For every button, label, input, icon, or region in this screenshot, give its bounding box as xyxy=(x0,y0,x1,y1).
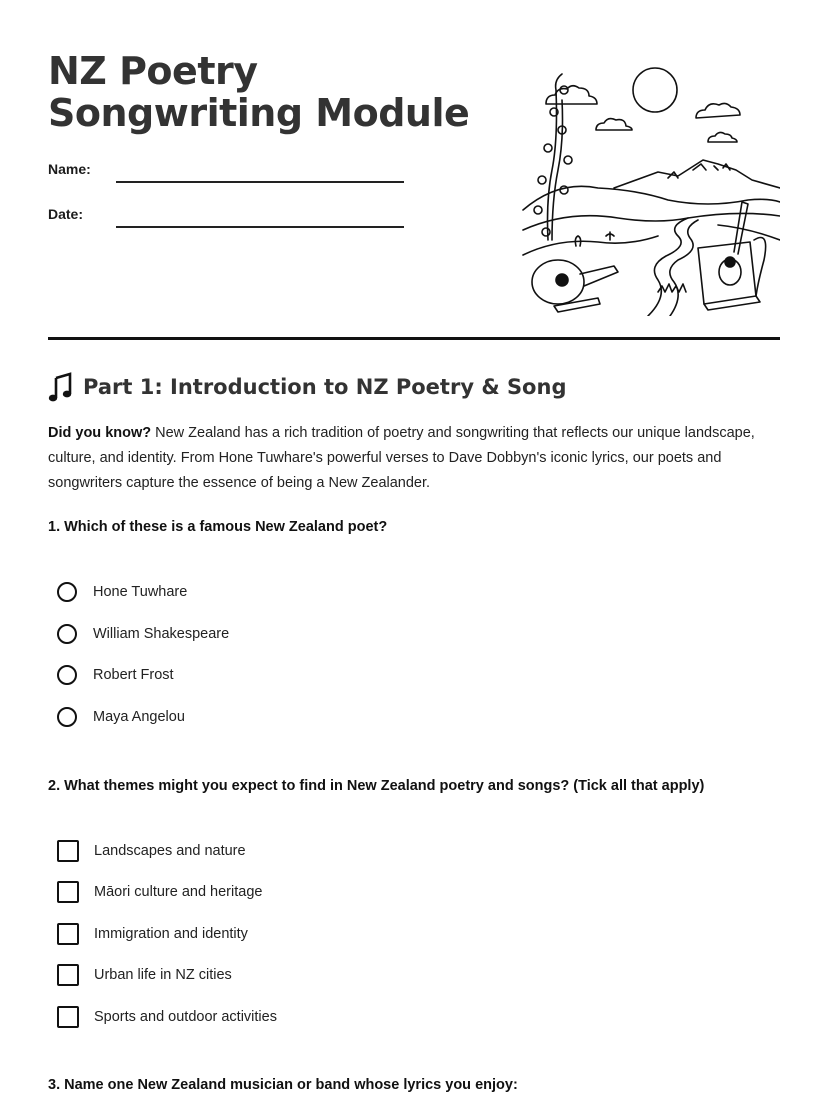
q1-option[interactable] xyxy=(57,624,229,644)
radio-button[interactable] xyxy=(57,582,77,602)
page-title: NZ Poetry Songwriting Module xyxy=(48,49,470,135)
q1-option-label: William Shakespeare xyxy=(93,626,230,642)
intro-lead: Did you know? xyxy=(48,425,152,441)
question-1: 1. Which of these is a famous New Zealand poet? xyxy=(48,519,388,535)
q2-option-label: Immigration and identity xyxy=(94,926,248,942)
q1-option[interactable] xyxy=(57,582,187,602)
checkbox[interactable] xyxy=(57,881,79,903)
q2-option[interactable] xyxy=(57,840,246,862)
q1-option-label: Maya Angelou xyxy=(93,709,185,725)
radio-button[interactable] xyxy=(57,624,77,644)
intro-paragraph xyxy=(48,421,778,496)
date-input-line[interactable] xyxy=(116,226,404,228)
radio-button[interactable] xyxy=(57,707,77,727)
part1-heading-text: Part 1: Introduction to NZ Poetry & Song xyxy=(83,375,567,399)
name-label: Name: xyxy=(48,161,91,177)
q1-option-label: Robert Frost xyxy=(93,667,174,683)
landscape-guitar-illustration xyxy=(518,60,780,316)
q2-option-label: Urban life in NZ cities xyxy=(94,967,232,983)
checkbox[interactable] xyxy=(57,923,79,945)
q2-option[interactable] xyxy=(57,881,262,903)
q1-option-label: Hone Tuwhare xyxy=(93,584,188,600)
q2-option[interactable] xyxy=(57,1006,277,1028)
q2-option[interactable] xyxy=(57,964,232,986)
q1-option[interactable] xyxy=(57,665,174,685)
radio-button[interactable] xyxy=(57,665,77,685)
intro-text: New Zealand has a rich tradition of poetry and songwriting that reflects our unique landscape, culture, and identity. From Hone Tuwhare's powerful verses to Dave Dobbyn's iconic lyrics, our poets and songwriters capture the essence of being a New Zealander. xyxy=(48,425,755,491)
checkbox[interactable] xyxy=(57,964,79,986)
part1-heading xyxy=(48,372,566,402)
name-input-line[interactable] xyxy=(116,181,404,183)
q2-option-label: Sports and outdoor activities xyxy=(94,1009,277,1025)
date-label: Date: xyxy=(48,206,84,222)
section-divider xyxy=(48,337,780,340)
music-note-icon xyxy=(48,372,74,402)
q2-option[interactable] xyxy=(57,923,248,945)
q2-option-label: Māori culture and heritage xyxy=(94,884,263,900)
checkbox[interactable] xyxy=(57,1006,79,1028)
question-3: 3. Name one New Zealand musician or band whose lyrics you enjoy: xyxy=(48,1077,518,1093)
question-2: 2. What themes might you expect to find in New Zealand poetry and songs? (Tick all that apply) xyxy=(48,778,705,794)
q2-option-label: Landscapes and nature xyxy=(94,843,246,859)
checkbox[interactable] xyxy=(57,840,79,862)
q1-option[interactable] xyxy=(57,707,185,727)
